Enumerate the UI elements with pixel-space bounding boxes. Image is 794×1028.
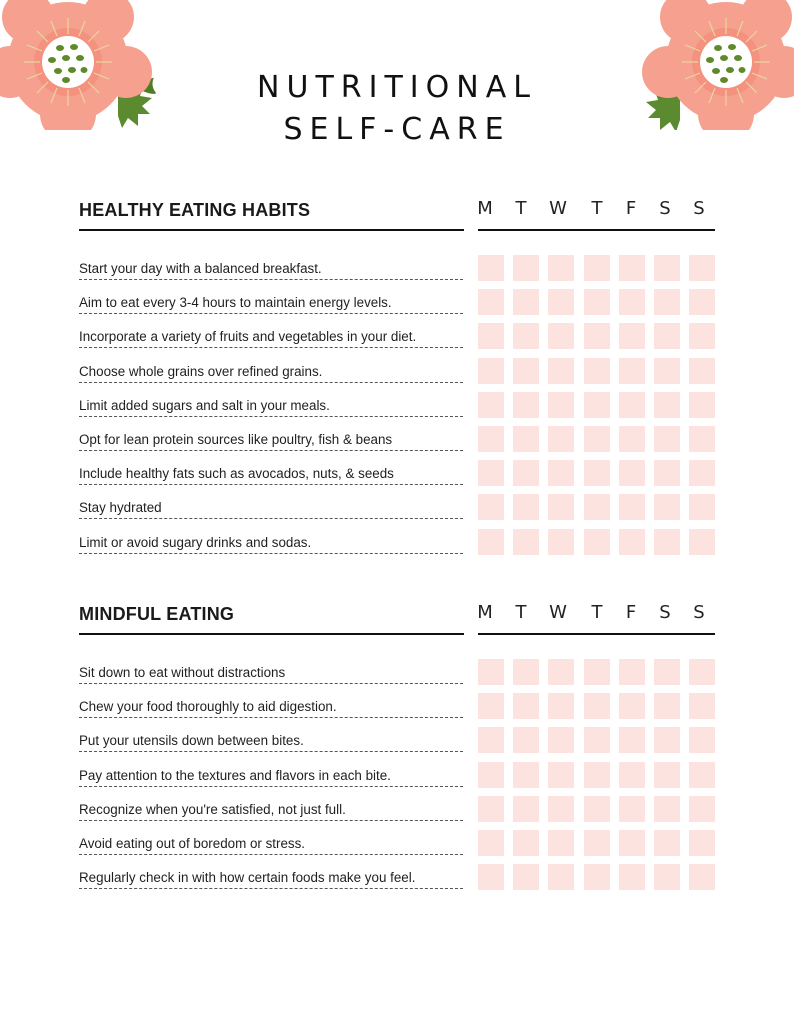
checkbox-3[interactable] <box>548 255 574 281</box>
day-header <box>478 198 715 224</box>
checkbox-7[interactable] <box>689 796 715 822</box>
day-header <box>478 602 715 628</box>
checkbox-5[interactable] <box>619 358 645 384</box>
dashed-divider <box>79 786 463 787</box>
checkbox-7[interactable] <box>689 494 715 520</box>
checkbox-6[interactable] <box>654 727 680 753</box>
flower-icon <box>0 0 165 130</box>
checkbox-1[interactable] <box>478 529 504 555</box>
checkbox-3[interactable] <box>548 426 574 452</box>
checkbox-3[interactable] <box>548 392 574 418</box>
checkbox-5[interactable] <box>619 796 645 822</box>
checkbox-3[interactable] <box>548 358 574 384</box>
checkbox-6[interactable] <box>654 762 680 788</box>
checkbox-1[interactable] <box>478 659 504 685</box>
checkbox-4[interactable] <box>584 255 610 281</box>
checkbox-2[interactable] <box>513 426 539 452</box>
list-item <box>79 494 719 528</box>
checkbox-2[interactable] <box>513 255 539 281</box>
checkbox-2[interactable] <box>513 392 539 418</box>
list-item <box>79 727 719 761</box>
day-label: S <box>693 602 705 623</box>
checkbox-7[interactable] <box>689 289 715 315</box>
checkbox-6[interactable] <box>654 693 680 719</box>
checkbox-1[interactable] <box>478 358 504 384</box>
checkbox-3[interactable] <box>548 727 574 753</box>
habit-label: Limit or avoid sugary drinks and sodas. <box>79 534 312 550</box>
section-heading: HEALTHY EATING HABITS <box>79 200 311 220</box>
list-item <box>79 659 719 693</box>
checkbox-3[interactable] <box>548 864 574 890</box>
checkbox-7[interactable] <box>689 693 715 719</box>
day-label: F <box>625 602 637 623</box>
checkbox-6[interactable] <box>654 659 680 685</box>
section-rule <box>79 633 464 635</box>
dashed-divider <box>79 751 463 752</box>
habit-label: Opt for lean protein sources like poultry, fish & beans <box>79 432 393 447</box>
checkbox-4[interactable] <box>584 426 610 452</box>
checkbox-5[interactable] <box>619 323 645 349</box>
habit-label: Chew your food thoroughly to aid digestion. <box>79 699 337 715</box>
checkbox-1[interactable] <box>478 864 504 890</box>
dashed-divider <box>79 888 463 889</box>
checkbox-3[interactable] <box>548 659 574 685</box>
habit-label: Sit down to eat without distractions <box>79 665 286 680</box>
checkbox-7[interactable] <box>689 358 715 384</box>
checkbox-4[interactable] <box>584 796 610 822</box>
checkbox-2[interactable] <box>513 323 539 349</box>
list-item <box>79 460 719 494</box>
day-label: W <box>549 602 567 623</box>
page-title-line-2: SELF-CARE <box>283 112 511 147</box>
checkbox-3[interactable] <box>548 323 574 349</box>
dashed-divider <box>79 820 463 821</box>
checkbox-2[interactable] <box>513 289 539 315</box>
checkbox-2[interactable] <box>513 460 539 486</box>
checkbox-7[interactable] <box>689 323 715 349</box>
list-item <box>79 255 719 289</box>
checkbox-7[interactable] <box>689 392 715 418</box>
day-label: S <box>659 198 671 219</box>
checkbox-1[interactable] <box>478 255 504 281</box>
list-item <box>79 864 719 898</box>
day-label: T <box>591 198 603 219</box>
habit-label: Regularly check in with how certain foods make you feel. <box>79 870 416 886</box>
checkbox-4[interactable] <box>584 460 610 486</box>
checkbox-5[interactable] <box>619 392 645 418</box>
checkbox-1[interactable] <box>478 392 504 418</box>
checkbox-1[interactable] <box>478 494 504 520</box>
checkbox-6[interactable] <box>654 830 680 856</box>
habit-label: Start your day with a balanced breakfast. <box>79 261 322 276</box>
dashed-divider <box>79 484 463 485</box>
checkbox-4[interactable] <box>584 358 610 384</box>
list-item <box>79 323 719 357</box>
list-item <box>79 693 719 727</box>
day-label: T <box>515 602 527 623</box>
list-item <box>79 830 719 864</box>
checkbox-1[interactable] <box>478 693 504 719</box>
checkbox-4[interactable] <box>584 494 610 520</box>
checkbox-2[interactable] <box>513 727 539 753</box>
checkbox-4[interactable] <box>584 693 610 719</box>
checkbox-5[interactable] <box>619 460 645 486</box>
checkbox-4[interactable] <box>584 529 610 555</box>
checkbox-2[interactable] <box>513 494 539 520</box>
checkbox-4[interactable] <box>584 864 610 890</box>
checkbox-2[interactable] <box>513 830 539 856</box>
checkbox-5[interactable] <box>619 727 645 753</box>
checkbox-6[interactable] <box>654 864 680 890</box>
checkbox-6[interactable] <box>654 529 680 555</box>
dashed-divider <box>79 416 463 417</box>
checkbox-5[interactable] <box>619 289 645 315</box>
day-label: M <box>477 602 493 623</box>
list-item <box>79 392 719 426</box>
checkbox-1[interactable] <box>478 323 504 349</box>
habit-label: Avoid eating out of boredom or stress. <box>79 836 306 851</box>
checkbox-4[interactable] <box>584 727 610 753</box>
checkbox-5[interactable] <box>619 494 645 520</box>
checkbox-1[interactable] <box>478 830 504 856</box>
checkbox-6[interactable] <box>654 426 680 452</box>
dashed-divider <box>79 347 463 348</box>
list-item <box>79 762 719 796</box>
habit-label: Include healthy fats such as avocados, nuts, & seeds <box>79 466 394 482</box>
checkbox-6[interactable] <box>654 289 680 315</box>
day-label: S <box>693 198 705 219</box>
checkbox-3[interactable] <box>548 796 574 822</box>
checkbox-1[interactable] <box>478 762 504 788</box>
checkbox-6[interactable] <box>654 460 680 486</box>
checkbox-5[interactable] <box>619 426 645 452</box>
dashed-divider <box>79 382 463 383</box>
checkbox-2[interactable] <box>513 659 539 685</box>
checkbox-6[interactable] <box>654 392 680 418</box>
day-label: S <box>659 602 671 623</box>
checkbox-1[interactable] <box>478 426 504 452</box>
dashed-divider <box>79 279 463 280</box>
day-label: M <box>477 198 493 219</box>
habit-label: Pay attention to the textures and flavors in each bite. <box>79 767 391 783</box>
checkbox-7[interactable] <box>689 460 715 486</box>
checkbox-1[interactable] <box>478 289 504 315</box>
checkbox-4[interactable] <box>584 392 610 418</box>
checkbox-2[interactable] <box>513 796 539 822</box>
dashed-divider <box>79 717 463 718</box>
list-item <box>79 358 719 392</box>
habit-label: Stay hydrated <box>79 500 162 516</box>
day-label: T <box>591 602 603 623</box>
day-rule <box>478 229 715 231</box>
checkbox-6[interactable] <box>654 358 680 384</box>
checkbox-1[interactable] <box>478 796 504 822</box>
dashed-divider <box>79 450 463 451</box>
checkbox-4[interactable] <box>584 659 610 685</box>
dashed-divider <box>79 683 463 684</box>
dashed-divider <box>79 553 463 554</box>
checkbox-7[interactable] <box>689 426 715 452</box>
section-rule <box>79 229 464 231</box>
checkbox-3[interactable] <box>548 494 574 520</box>
habit-label: Recognize when you're satisfied, not just full. <box>79 801 346 817</box>
checkbox-5[interactable] <box>619 830 645 856</box>
section-heading: MINDFUL EATING <box>79 604 235 624</box>
checkbox-2[interactable] <box>513 529 539 555</box>
checkbox-4[interactable] <box>584 289 610 315</box>
list-item <box>79 426 719 460</box>
checkbox-6[interactable] <box>654 323 680 349</box>
checkbox-2[interactable] <box>513 693 539 719</box>
checkbox-7[interactable] <box>689 762 715 788</box>
checkbox-7[interactable] <box>689 830 715 856</box>
section-header <box>79 200 719 238</box>
dashed-divider <box>79 854 463 855</box>
day-label: F <box>625 198 637 219</box>
habit-label: Aim to eat every 3-4 hours to maintain energy levels. <box>79 295 392 311</box>
checkbox-1[interactable] <box>478 727 504 753</box>
checkbox-7[interactable] <box>689 529 715 555</box>
checkbox-4[interactable] <box>584 323 610 349</box>
checkbox-1[interactable] <box>478 460 504 486</box>
list-item <box>79 289 719 323</box>
checkbox-3[interactable] <box>548 529 574 555</box>
day-rule <box>478 633 715 635</box>
habit-label: Limit added sugars and salt in your meals. <box>79 397 330 413</box>
list-item <box>79 529 719 563</box>
checkbox-7[interactable] <box>689 255 715 281</box>
checkbox-6[interactable] <box>654 255 680 281</box>
checkbox-3[interactable] <box>548 762 574 788</box>
checkbox-3[interactable] <box>548 289 574 315</box>
habit-label: Incorporate a variety of fruits and vegetables in your diet. <box>79 329 417 345</box>
section-header <box>79 604 719 642</box>
dashed-divider <box>79 313 463 314</box>
flower-icon <box>630 0 794 130</box>
page-title-line-1: NUTRITIONAL <box>257 70 537 105</box>
checkbox-2[interactable] <box>513 762 539 788</box>
checkbox-5[interactable] <box>619 762 645 788</box>
day-label: W <box>549 198 567 219</box>
checkbox-5[interactable] <box>619 693 645 719</box>
checkbox-5[interactable] <box>619 255 645 281</box>
checkbox-3[interactable] <box>548 830 574 856</box>
dashed-divider <box>79 518 463 519</box>
checkbox-3[interactable] <box>548 460 574 486</box>
checkbox-7[interactable] <box>689 659 715 685</box>
checkbox-5[interactable] <box>619 529 645 555</box>
checkbox-5[interactable] <box>619 659 645 685</box>
checkbox-7[interactable] <box>689 864 715 890</box>
checkbox-6[interactable] <box>654 796 680 822</box>
habit-label: Choose whole grains over refined grains. <box>79 363 323 379</box>
checkbox-6[interactable] <box>654 494 680 520</box>
checkbox-5[interactable] <box>619 864 645 890</box>
checkbox-3[interactable] <box>548 693 574 719</box>
checkbox-2[interactable] <box>513 358 539 384</box>
day-label: T <box>515 198 527 219</box>
checkbox-4[interactable] <box>584 762 610 788</box>
checkbox-2[interactable] <box>513 864 539 890</box>
list-item <box>79 796 719 830</box>
habit-label: Put your utensils down between bites. <box>79 733 304 749</box>
section-healthy-eating-habits <box>79 198 719 550</box>
checkbox-4[interactable] <box>584 830 610 856</box>
checkbox-7[interactable] <box>689 727 715 753</box>
section-mindful-eating <box>79 602 719 886</box>
